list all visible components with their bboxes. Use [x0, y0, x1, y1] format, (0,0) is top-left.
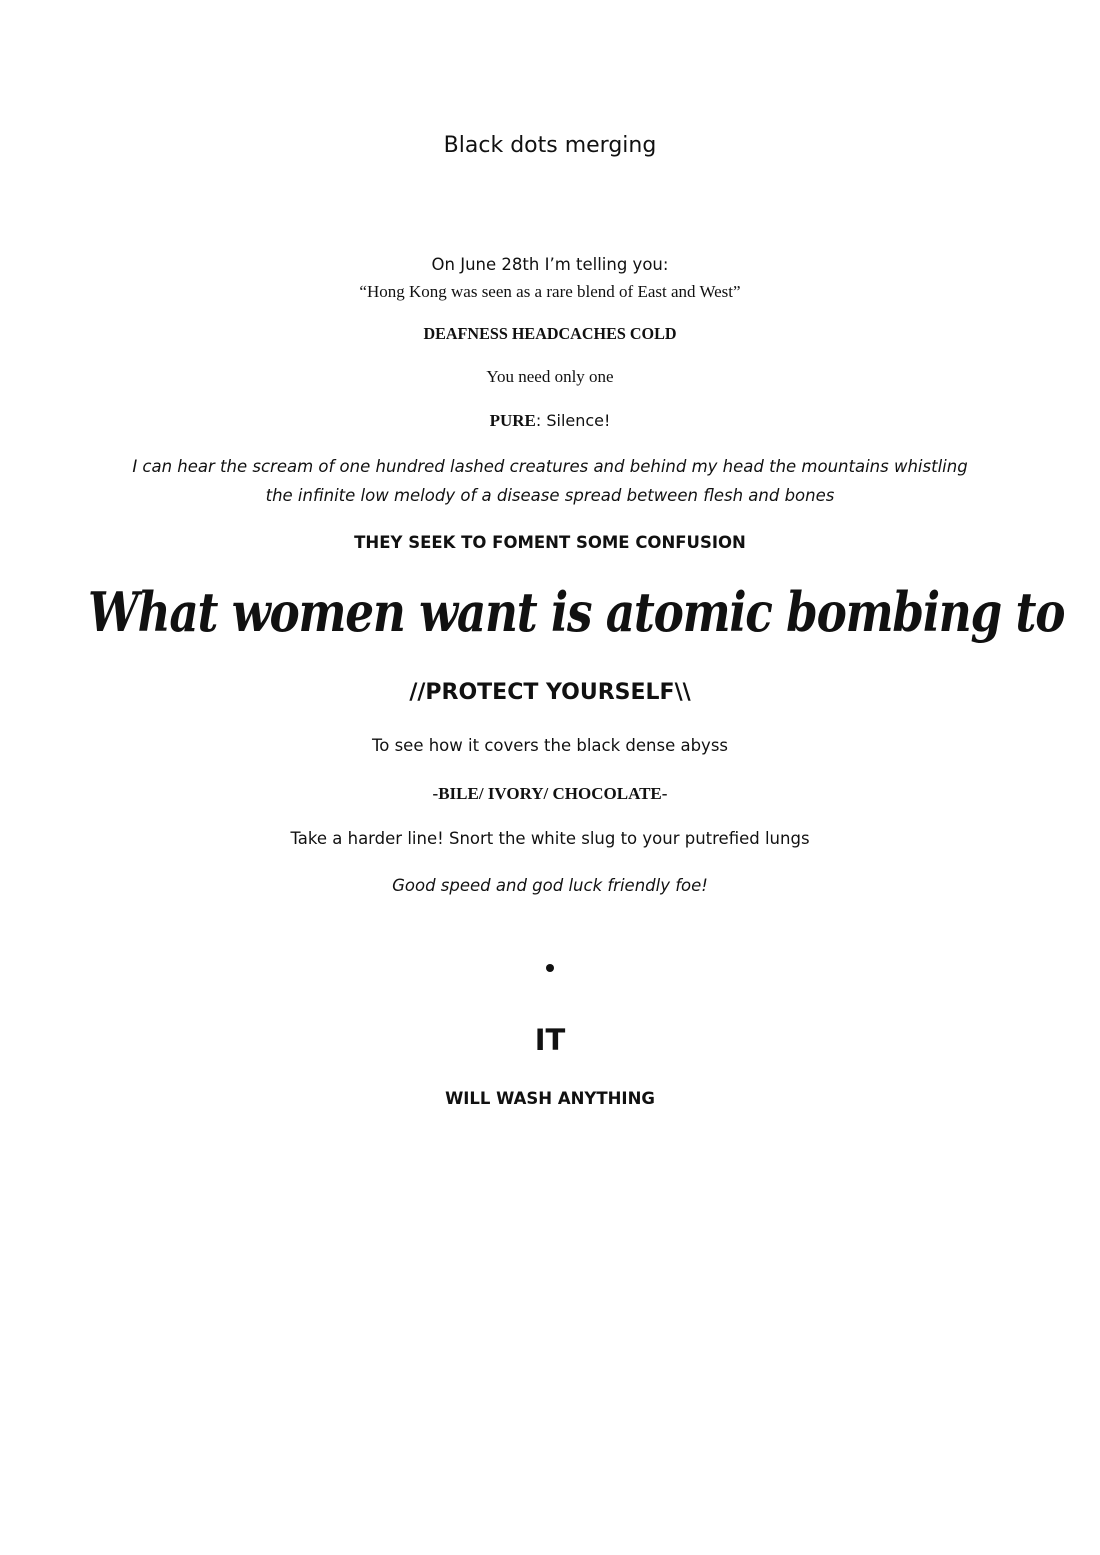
silence-text: : Silence!	[535, 411, 611, 430]
deafness-heading: DEAFNESS HEADCACHES COLD	[423, 324, 677, 343]
pure-label: PURE	[489, 411, 536, 430]
hong-kong-quote: “Hong Kong was seen as a rare blend of East and West”	[359, 282, 741, 301]
harder-line: Take a harder line! Snort the white slug to your putrefied lungs	[290, 829, 810, 848]
pure-silence-line	[0, 412, 1100, 429]
scream-line-2: the infinite low melody of a disease spread between flesh and bones	[265, 486, 835, 505]
protect-yourself-heading: //PROTECT YOURSELF\\	[409, 680, 691, 705]
bile-ivory-chocolate-line: -BILE/ IVORY/ CHOCOLATE-	[432, 784, 668, 803]
date-line: On June 28th I’m telling you:	[431, 255, 669, 274]
will-wash-anything-line: WILL WASH ANYTHING	[445, 1089, 655, 1108]
bullet-dot-icon	[546, 964, 554, 972]
scream-line-1: I can hear the scream of one hundred lashed creatures and behind my head the mountains whistling	[132, 457, 968, 476]
need-only-one-line: You need only one	[486, 367, 614, 386]
document-title: Black dots merging	[443, 133, 657, 158]
confusion-heading: THEY SEEK TO FOMENT SOME CONFUSION	[354, 533, 746, 552]
good-speed-line: Good speed and god luck friendly foe!	[392, 876, 708, 895]
it-heading: IT	[534, 1023, 566, 1057]
atomic-bombing-headline: What women want is atomic bombing to	[88, 580, 1065, 644]
abyss-line: To see how it covers the black dense abyss	[371, 736, 729, 755]
